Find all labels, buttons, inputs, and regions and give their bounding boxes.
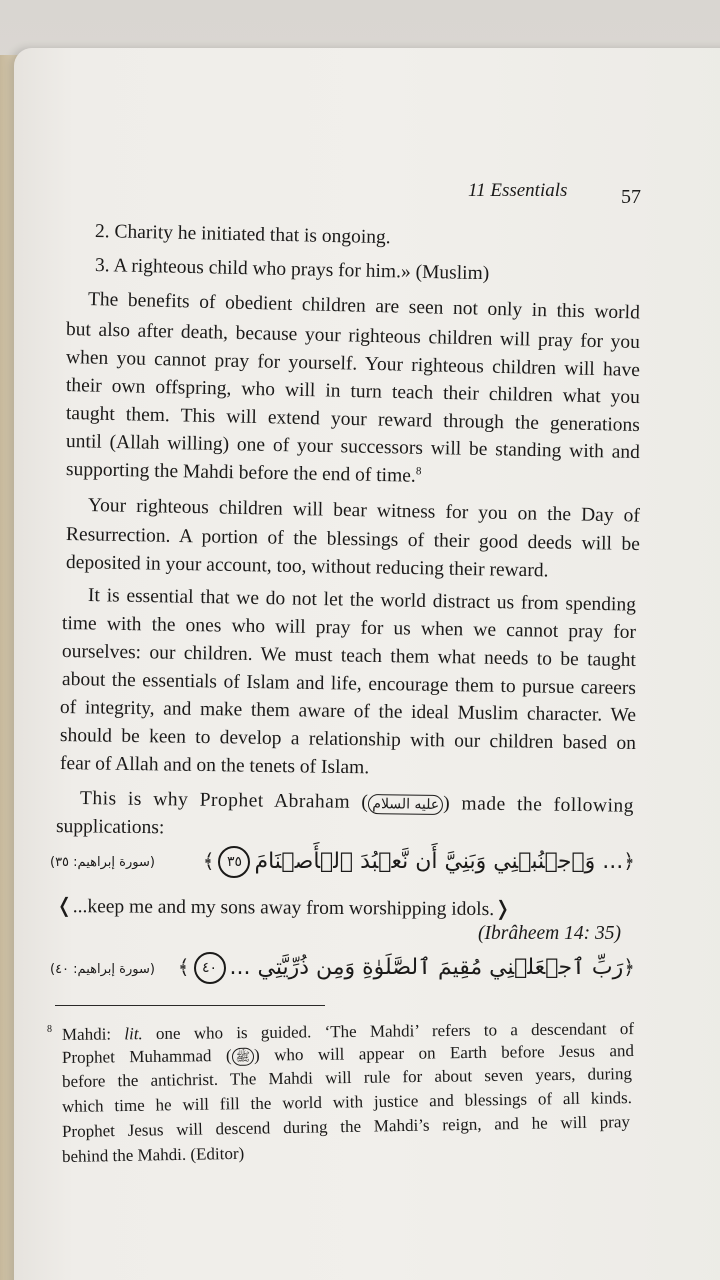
footnote-reference: 8 [415,465,422,478]
paragraph-line: until (Allah willing) one of your successors will be standing with and [65,431,641,464]
paragraph-line [80,787,634,819]
verse-number-marker: ٤٠ [194,952,226,984]
paragraph-line: taught them. This will extend your reward through the generations [65,403,641,437]
verse-open-bracket: ﴿ [623,955,635,979]
paragraph-line: Your righteous children will bear witness for you on the Day of [87,495,641,527]
paragraph-text: This is why Prophet Abraham ( [79,788,369,814]
page-number: 57 [621,186,641,208]
list-item: 2. Charity he initiated that is ongoing. [94,221,391,249]
paragraph-last-line: supporting the Mahdi before the end of time. [65,459,416,487]
footnote-line [62,1041,634,1068]
footnote-rule [55,1005,325,1006]
verse-citation: (Ibrâheem 14: 35) [478,923,621,944]
footnote-headword: Mahdi: [61,1024,112,1044]
verse-open-bracket: ﴿ [623,849,635,873]
paragraph-line: The benefits of obedient children are seen not only in this world [87,289,641,324]
footnote-line: Prophet Jesus will descend during the Mahdi’s reign, and he will pray [61,1112,631,1141]
paragraph-line: Resurrection. A portion of the blessings of their good deeds will be [65,524,641,556]
paragraph-line: should be keen to develop a relationship with our children based on [59,725,637,755]
footnote-line: before the antichrist. The Mahdi will rule for about seven years, during [61,1064,633,1091]
peace-be-upon-him-glyph: ﷺ [231,1048,254,1066]
verse-close-bracket: ﴾ [202,849,215,873]
footnote-italic: lit. [124,1024,143,1044]
paragraph-text: ) made the following [443,793,635,817]
paragraph-line: when you cannot pray for yourself. Your righteous children will have [65,347,641,382]
footnote-line: which time he will fill the world with justice and blessings of all kinds. [61,1088,633,1116]
verse-arabic-text: رَبِّ ٱجۡعَلۡنِي مُقِيمَ ٱلصَّلَوٰةِ وَمِن ذُرِّيَّتِي ... [229,955,624,980]
footnote-line: behind the Mahdi. (Editor) [61,1143,245,1166]
list-item: 3. A righteous child who prays for him.» (Muslim) [94,255,490,285]
paragraph-line: fear of Allah and on the tenets of Islam. [59,753,370,779]
quran-verse [177,952,635,984]
surah-reference: (سورة إبراهيم: ٣٥) [50,855,155,870]
paragraph-line: but also after death, because your righteous children will pray for you [65,319,641,354]
surah-reference: (سورة إبراهيم: ٤٠) [50,962,155,977]
paragraph-line: about the essentials of Islam and life, encourage them to pursue careers [61,669,637,700]
paragraph-line [66,458,422,489]
paragraph-line: their own offspring, who will in turn teach their children what you [65,375,641,409]
verse-arabic-text: ... وَٱجۡنُبۡنِي وَبَنِيَّ أَن نَّعۡبُدَ ٱلۡأَصۡنَامَ [254,849,624,874]
verse-number-marker: ٣٥ [218,846,250,878]
paragraph-line: supplications: [55,816,165,839]
translation-open-bracket: ❬ [55,893,73,918]
footnote-text: one who is guided. ‘The Mahdi’ refers to a descendant of [155,1019,635,1044]
verse-translation [56,893,511,922]
paragraph-line: deposited in your account, too, without reducing their reward. [65,552,549,582]
footnote-text: ) who will appear on Earth before Jesus and [253,1041,635,1065]
verse-close-bracket: ﴾ [177,955,190,979]
running-head: 11 Essentials [468,180,568,201]
peace-be-upon-him-glyph: عليه السلام [368,794,443,815]
paragraph-line: ourselves: our children. We must teach them what needs to be taught [61,641,637,672]
quran-verse [202,846,635,878]
paragraph-line: It is essential that we do not let the world distract us from spending [87,585,637,616]
paragraph-line: time with the ones who will pray for us when we cannot pray for [61,613,637,644]
translation-close-bracket: ❭ [494,896,511,921]
paragraph-line: of integrity, and make them aware of the ideal Muslim character. We [59,697,637,727]
translation-text: ...keep me and my sons away from worshipping idols. [72,896,495,921]
footnote-marker: 8 [47,1024,52,1035]
footnote-text: Prophet Muhammad ( [61,1045,232,1067]
